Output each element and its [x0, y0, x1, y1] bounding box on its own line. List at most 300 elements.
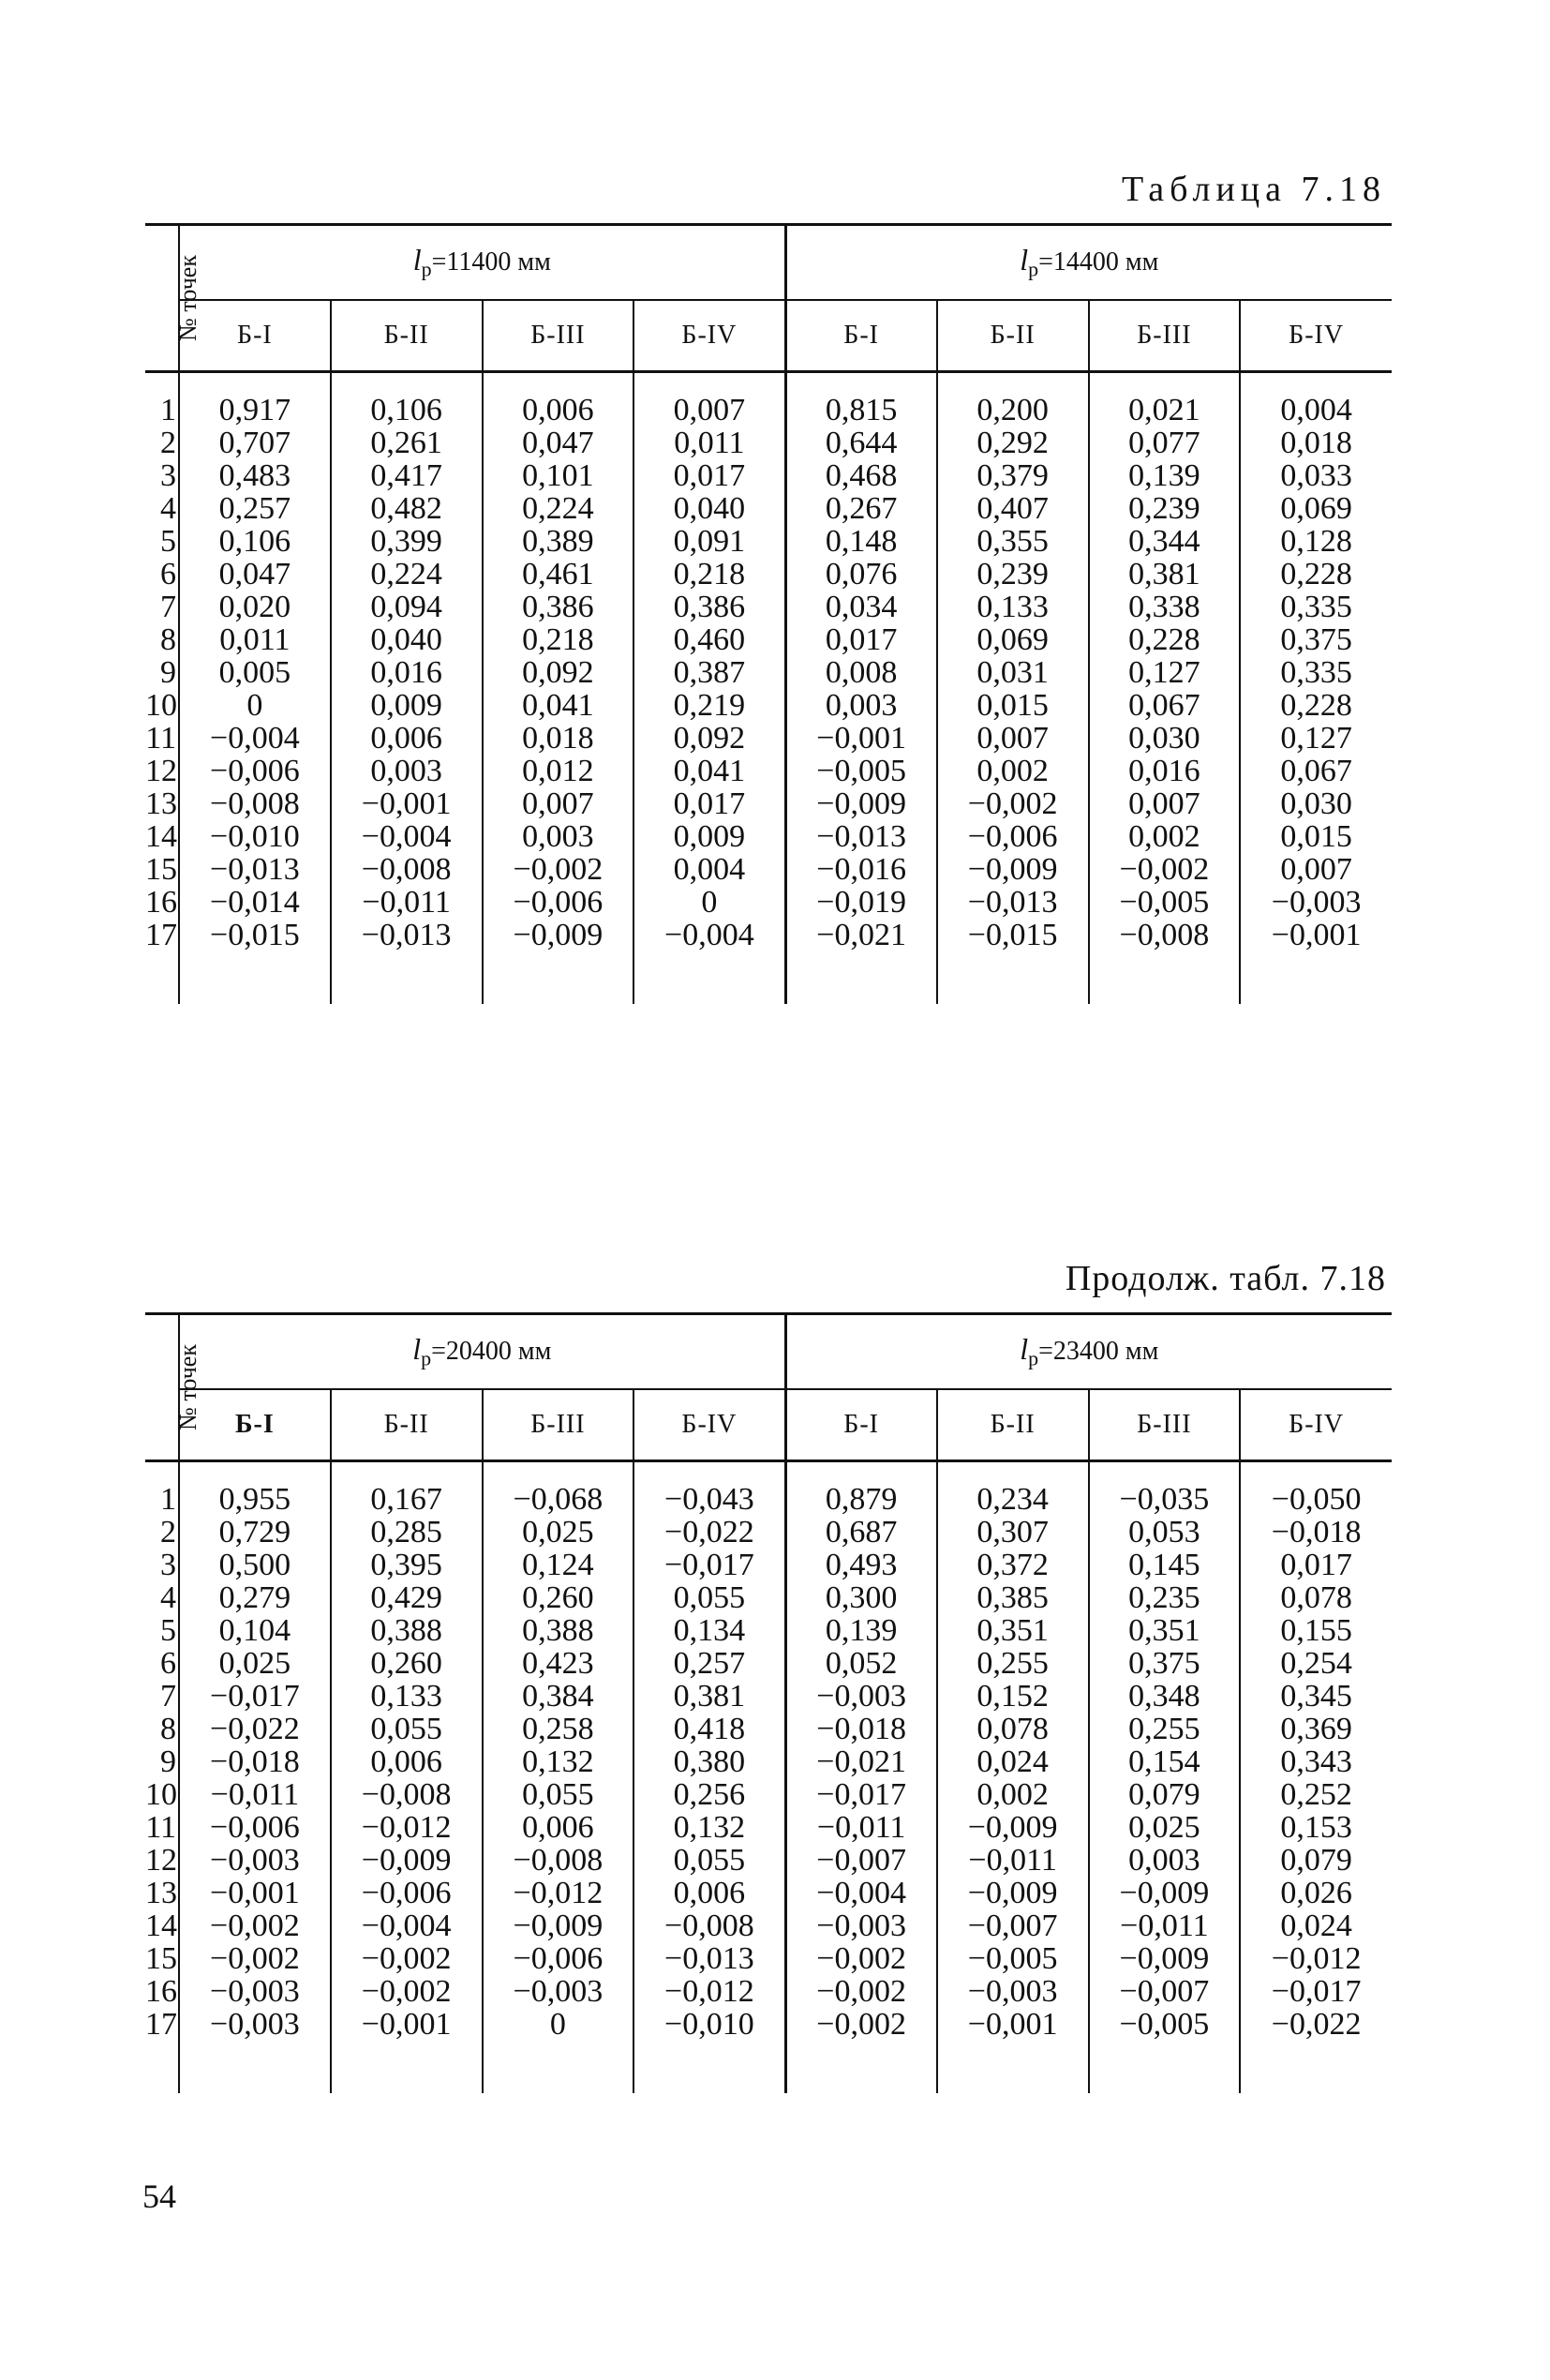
table-cell: −0,009 — [785, 787, 937, 820]
table-cell: 0,021 — [1089, 394, 1241, 427]
table-cell: −0,007 — [1089, 1975, 1241, 2008]
table-cell: 0,106 — [179, 525, 331, 558]
table-cell: −0,015 — [179, 919, 331, 951]
column-header: Б-III — [483, 1389, 634, 1461]
table-cell: 0,235 — [1089, 1581, 1241, 1614]
table-cell: −0,007 — [785, 1844, 937, 1877]
table-row — [145, 459, 1392, 492]
table-cell: 0,375 — [1089, 1647, 1241, 1680]
table-cell: 0 — [483, 2008, 634, 2041]
table-body — [145, 1461, 1392, 2094]
table-cell: −0,003 — [179, 1844, 331, 1877]
table-cell: 0,254 — [1240, 1647, 1392, 1680]
table-cell: 0,461 — [483, 558, 634, 591]
table-cell: 0,024 — [1240, 1909, 1392, 1942]
table-row — [145, 492, 1392, 525]
row-number: 17 — [145, 2007, 177, 2042]
table-cell: 0,094 — [331, 591, 483, 623]
row-number: 16 — [145, 1974, 177, 2009]
table-cell: 0,101 — [483, 459, 634, 492]
table-cell: 0,127 — [1240, 722, 1392, 755]
row-number: 13 — [145, 1876, 177, 1910]
table-cell: −0,004 — [633, 919, 785, 951]
table-cell: 0,257 — [179, 492, 331, 525]
table-cell: −0,003 — [179, 1975, 331, 2008]
table-cell: 0,034 — [785, 591, 937, 623]
table-cell: 0,002 — [937, 1778, 1089, 1811]
table-cell: 0,052 — [785, 1647, 937, 1680]
table-cell: 0,016 — [1089, 755, 1241, 787]
table-cell: −0,011 — [179, 1778, 331, 1811]
table-row — [145, 1516, 1392, 1549]
table-cell: −0,001 — [179, 1877, 331, 1909]
table-cell: 0,040 — [633, 492, 785, 525]
group-header: $l_р=23400$ мм — [785, 1314, 1392, 1390]
table-cell: 0,008 — [785, 656, 937, 689]
table-cell: −0,013 — [785, 820, 937, 853]
table-cell: −0,012 — [633, 1975, 785, 2008]
table-cell: 0,154 — [1089, 1745, 1241, 1778]
table-cell: 0,006 — [483, 1811, 634, 1844]
table-cell: 0,128 — [1240, 525, 1392, 558]
table-cell: 0,003 — [483, 820, 634, 853]
table-cell: 0,133 — [937, 591, 1089, 623]
table-cell: 0,261 — [331, 427, 483, 459]
table-cell: 0,388 — [331, 1614, 483, 1647]
table-cell: 0,017 — [785, 623, 937, 656]
table-cell: 0,343 — [1240, 1745, 1392, 1778]
column-header: Б-IV — [633, 1389, 785, 1461]
table-row — [145, 2008, 1392, 2041]
table-cell: 0,257 — [633, 1647, 785, 1680]
row-number: 1 — [160, 1482, 176, 1517]
table-cell: 0,020 — [179, 591, 331, 623]
table-cell: −0,017 — [179, 1680, 331, 1713]
table-cell: 0,917 — [179, 394, 331, 427]
table-row — [145, 722, 1392, 755]
table-cell: −0,010 — [179, 820, 331, 853]
row-number: 16 — [145, 885, 177, 920]
table-cell: −0,008 — [633, 1909, 785, 1942]
table-cell: 0,067 — [1089, 689, 1241, 722]
table-row — [145, 1549, 1392, 1581]
row-number: 8 — [160, 622, 176, 657]
table-cell: 0,033 — [1240, 459, 1392, 492]
table-cell: 0,079 — [1089, 1778, 1241, 1811]
table-cell: 0,030 — [1089, 722, 1241, 755]
table-cell: 0,483 — [179, 459, 331, 492]
table-cell: 0,018 — [1240, 427, 1392, 459]
row-number: 12 — [145, 1843, 177, 1878]
table-cell: 0,348 — [1089, 1680, 1241, 1713]
table-cell: 0,030 — [1240, 787, 1392, 820]
data-table — [145, 1312, 1392, 2093]
table-cell: 0,017 — [633, 787, 785, 820]
table-cell: 0,152 — [937, 1680, 1089, 1713]
table-cell: 0,139 — [1089, 459, 1241, 492]
table-cell: 0,041 — [483, 689, 634, 722]
table-cell: 0,005 — [179, 656, 331, 689]
table-cell: 0,015 — [937, 689, 1089, 722]
table-cell: 0,387 — [633, 656, 785, 689]
table-cell: 0,025 — [179, 1647, 331, 1680]
table-cell: 0,255 — [937, 1647, 1089, 1680]
table-row — [145, 1680, 1392, 1713]
table-cell: 0,016 — [331, 656, 483, 689]
table-cell: 0,285 — [331, 1516, 483, 1549]
table-cell: 0,004 — [1240, 394, 1392, 427]
table-row — [145, 1975, 1392, 2008]
table-cell: −0,022 — [1240, 2008, 1392, 2041]
row-number: 11 — [145, 1810, 176, 1845]
table-cell: 0,338 — [1089, 591, 1241, 623]
table-cell: 0 — [633, 886, 785, 919]
row-number: 7 — [160, 1679, 176, 1714]
row-number: 14 — [145, 1908, 177, 1943]
table-cell: 0,078 — [937, 1713, 1089, 1745]
table-cell: 0,389 — [483, 525, 634, 558]
table-cell: −0,004 — [331, 1909, 483, 1942]
table-cell: −0,009 — [937, 1811, 1089, 1844]
table-cell: 0,069 — [1240, 492, 1392, 525]
table-cell: 0,200 — [937, 394, 1089, 427]
table-cell: −0,012 — [331, 1811, 483, 1844]
table-cell: 0,224 — [331, 558, 483, 591]
table-cell: 0,381 — [1089, 558, 1241, 591]
table-cell: 0,041 — [633, 755, 785, 787]
table-cell: 0,006 — [331, 722, 483, 755]
column-header: Б-II — [937, 1389, 1089, 1461]
table-cell: −0,006 — [179, 1811, 331, 1844]
table-cell: 0,003 — [331, 755, 483, 787]
table-cell: 0,260 — [331, 1647, 483, 1680]
table-cell: 0,055 — [331, 1713, 483, 1745]
table-cell: −0,002 — [179, 1942, 331, 1975]
table-cell: 0,300 — [785, 1581, 937, 1614]
table-cell: 0,025 — [1089, 1811, 1241, 1844]
table-row — [145, 919, 1392, 951]
column-header: Б-IV — [1240, 1389, 1392, 1461]
table-cell: −0,005 — [1089, 2008, 1241, 2041]
row-number: 5 — [160, 524, 176, 559]
table-cell: −0,008 — [179, 787, 331, 820]
row-number-header: № точек — [145, 1314, 179, 1461]
table-cell: 0,002 — [1089, 820, 1241, 853]
row-number: 15 — [145, 1941, 177, 1976]
table-row — [145, 820, 1392, 853]
table-cell: 0,224 — [483, 492, 634, 525]
table-cell: −0,022 — [633, 1516, 785, 1549]
table-cell: 0,493 — [785, 1549, 937, 1581]
table-cell: 0,256 — [633, 1778, 785, 1811]
table-row — [145, 591, 1392, 623]
table-cell: −0,002 — [937, 787, 1089, 820]
table-cell: 0,134 — [633, 1614, 785, 1647]
table-row — [145, 656, 1392, 689]
table-cell: 0,429 — [331, 1581, 483, 1614]
table-row — [145, 1942, 1392, 1975]
table-cell: 0,260 — [483, 1581, 634, 1614]
table-cell: 0,011 — [633, 427, 785, 459]
table-cell: 0,239 — [937, 558, 1089, 591]
table-cell: 0,258 — [483, 1713, 634, 1745]
table-cell: −0,002 — [179, 1909, 331, 1942]
table-cell: 0,047 — [483, 427, 634, 459]
column-header: Б-I — [785, 300, 937, 372]
table-cell: −0,006 — [179, 755, 331, 787]
table-cell: −0,013 — [179, 853, 331, 886]
row-number: 8 — [160, 1712, 176, 1746]
row-number: 12 — [145, 754, 177, 788]
table-row — [145, 853, 1392, 886]
table-cell: −0,002 — [331, 1942, 483, 1975]
table-cell: 0,381 — [633, 1680, 785, 1713]
table-cell: 0,018 — [483, 722, 634, 755]
table-cell: 0,417 — [331, 459, 483, 492]
table-cell: 0,239 — [1089, 492, 1241, 525]
table-cell: 0,460 — [633, 623, 785, 656]
table-row — [145, 1745, 1392, 1778]
table-cell: −0,017 — [633, 1549, 785, 1581]
table-cell: 0,007 — [483, 787, 634, 820]
table-cell: 0,369 — [1240, 1713, 1392, 1745]
table-cell: 0,687 — [785, 1516, 937, 1549]
table-cell: 0,345 — [1240, 1680, 1392, 1713]
table-cell: 0,418 — [633, 1713, 785, 1745]
table-cell: 0,007 — [937, 722, 1089, 755]
table-cell: 0,355 — [937, 525, 1089, 558]
table-row — [145, 525, 1392, 558]
table-cell: 0,009 — [633, 820, 785, 853]
table-cell: 0,132 — [633, 1811, 785, 1844]
table-cell: −0,005 — [937, 1942, 1089, 1975]
group-header: $l_р=11400$ мм — [179, 225, 785, 301]
table-cell: −0,004 — [331, 820, 483, 853]
table-cell: 0,127 — [1089, 656, 1241, 689]
table-row — [145, 558, 1392, 591]
table-cell: 0,024 — [937, 1745, 1089, 1778]
table-cell: 0,017 — [1240, 1549, 1392, 1581]
table-cell: 0,092 — [483, 656, 634, 689]
row-number: 14 — [145, 819, 177, 854]
table-cell: −0,016 — [785, 853, 937, 886]
table-row — [145, 427, 1392, 459]
table-cell: 0,006 — [633, 1877, 785, 1909]
table-cell: 0,218 — [633, 558, 785, 591]
column-header: Б-III — [483, 300, 634, 372]
table-cell: 0,092 — [633, 722, 785, 755]
table-cell: 0,047 — [179, 558, 331, 591]
table-caption: Продолж. табл. 7.18 — [1065, 1259, 1386, 1298]
column-header: Б-II — [331, 1389, 483, 1461]
table-row — [145, 1647, 1392, 1680]
table-cell: 0,106 — [331, 394, 483, 427]
table-cell: 0,335 — [1240, 656, 1392, 689]
table-cell: 0,375 — [1240, 623, 1392, 656]
table-row — [145, 1483, 1392, 1516]
table-cell: 0,234 — [937, 1483, 1089, 1516]
table-cell: −0,021 — [785, 919, 937, 951]
table-cell: −0,001 — [937, 2008, 1089, 2041]
row-number: 9 — [160, 1744, 176, 1779]
table-cell: −0,013 — [937, 886, 1089, 919]
column-header: Б-I — [179, 1389, 331, 1461]
table-cell: 0,006 — [483, 394, 634, 427]
table-cell: 0,279 — [179, 1581, 331, 1614]
column-header: Б-II — [331, 300, 483, 372]
table-cell: −0,003 — [179, 2008, 331, 2041]
table-cell: 0,003 — [1089, 1844, 1241, 1877]
table-cell: 0,386 — [633, 591, 785, 623]
table-row — [145, 1844, 1392, 1877]
table-cell: −0,005 — [1089, 886, 1241, 919]
table-body — [145, 372, 1392, 1005]
table-cell: 0,879 — [785, 1483, 937, 1516]
table-cell: 0,167 — [331, 1483, 483, 1516]
table-cell: 0,017 — [633, 459, 785, 492]
row-number: 4 — [160, 491, 176, 526]
table-cell: −0,009 — [483, 1909, 634, 1942]
table-cell: 0,040 — [331, 623, 483, 656]
table-cell: 0,482 — [331, 492, 483, 525]
row-number: 3 — [160, 1548, 176, 1582]
table-cell: 0,407 — [937, 492, 1089, 525]
table-cell: −0,015 — [937, 919, 1089, 951]
row-number: 10 — [145, 1777, 177, 1812]
table-cell: 0,067 — [1240, 755, 1392, 787]
row-number: 2 — [160, 1515, 176, 1549]
table-cell: −0,006 — [483, 1942, 634, 1975]
table-cell: 0,335 — [1240, 591, 1392, 623]
table-cell: −0,002 — [785, 1975, 937, 2008]
table-cell: −0,018 — [785, 1713, 937, 1745]
table-cell: −0,008 — [1089, 919, 1241, 951]
table-cell: −0,013 — [633, 1942, 785, 1975]
column-header: Б-III — [1089, 1389, 1241, 1461]
table-cell: 0,009 — [331, 689, 483, 722]
table-cell: −0,001 — [785, 722, 937, 755]
table-cell: −0,011 — [331, 886, 483, 919]
table-cell: 0,053 — [1089, 1516, 1241, 1549]
group-header: $l_р=14400$ мм — [785, 225, 1392, 301]
table-row — [145, 394, 1392, 427]
table-cell: 0,007 — [633, 394, 785, 427]
table-cell: −0,035 — [1089, 1483, 1241, 1516]
table-cell: 0,379 — [937, 459, 1089, 492]
table-cell: 0,004 — [633, 853, 785, 886]
table-row — [145, 1713, 1392, 1745]
table-cell: 0,104 — [179, 1614, 331, 1647]
table-cell: 0,351 — [1089, 1614, 1241, 1647]
table-cell: 0,386 — [483, 591, 634, 623]
row-number: 10 — [145, 688, 177, 723]
table-cell: 0,077 — [1089, 427, 1241, 459]
table-cell: 0,015 — [1240, 820, 1392, 853]
table-cell: −0,002 — [785, 1942, 937, 1975]
table-row — [145, 1877, 1392, 1909]
table-cell: −0,050 — [1240, 1483, 1392, 1516]
table-cell: −0,010 — [633, 2008, 785, 2041]
table-row — [145, 1909, 1392, 1942]
row-number: 15 — [145, 852, 177, 887]
table-cell: 0,351 — [937, 1614, 1089, 1647]
table-cell: 0,079 — [1240, 1844, 1392, 1877]
table-cell: −0,006 — [483, 886, 634, 919]
table-cell: 0,228 — [1240, 558, 1392, 591]
table-cell: −0,007 — [937, 1909, 1089, 1942]
table-cell: −0,009 — [331, 1844, 483, 1877]
table-cell: 0,423 — [483, 1647, 634, 1680]
table-row — [145, 1581, 1392, 1614]
table-caption: Таблица 7.18 — [1121, 170, 1386, 209]
table-cell: 0,055 — [483, 1778, 634, 1811]
table-cell: 0,395 — [331, 1549, 483, 1581]
table-cell: −0,004 — [179, 722, 331, 755]
table-cell: 0,385 — [937, 1581, 1089, 1614]
table-cell: −0,003 — [785, 1680, 937, 1713]
table-cell: 0,219 — [633, 689, 785, 722]
table-cell: 0,388 — [483, 1614, 634, 1647]
table-cell: −0,009 — [1089, 1877, 1241, 1909]
table-cell: −0,008 — [331, 1778, 483, 1811]
table-cell: 0,380 — [633, 1745, 785, 1778]
table-cell: 0,124 — [483, 1549, 634, 1581]
table-cell: −0,009 — [937, 1877, 1089, 1909]
table-cell: −0,009 — [937, 853, 1089, 886]
table-cell: −0,018 — [179, 1745, 331, 1778]
table-row — [145, 1778, 1392, 1811]
row-number: 5 — [160, 1613, 176, 1648]
table-cell: 0,307 — [937, 1516, 1089, 1549]
table-row — [145, 787, 1392, 820]
table-cell: −0,021 — [785, 1745, 937, 1778]
table-cell: 0,145 — [1089, 1549, 1241, 1581]
table-cell: −0,001 — [331, 787, 483, 820]
table-row — [145, 1614, 1392, 1647]
table-cell: 0,076 — [785, 558, 937, 591]
column-header: Б-III — [1089, 300, 1241, 372]
table-cell: 0,133 — [331, 1680, 483, 1713]
table-cell: −0,002 — [1089, 853, 1241, 886]
table-cell: −0,011 — [937, 1844, 1089, 1877]
table-cell: −0,001 — [331, 2008, 483, 2041]
table-cell: 0,372 — [937, 1549, 1089, 1581]
table-cell: 0,292 — [937, 427, 1089, 459]
table-cell: 0,384 — [483, 1680, 634, 1713]
table-cell: −0,014 — [179, 886, 331, 919]
table-cell: 0,228 — [1089, 623, 1241, 656]
table-cell: 0,955 — [179, 1483, 331, 1516]
table-cell: −0,013 — [331, 919, 483, 951]
row-number: 9 — [160, 655, 176, 690]
row-number-header: № точек — [145, 225, 179, 372]
table-cell: 0,003 — [785, 689, 937, 722]
table-row — [145, 623, 1392, 656]
column-header: Б-II — [937, 300, 1089, 372]
table-cell: −0,012 — [1240, 1942, 1392, 1975]
table-cell: −0,012 — [483, 1877, 634, 1909]
table-cell: −0,017 — [1240, 1975, 1392, 2008]
table-cell: 0,155 — [1240, 1614, 1392, 1647]
table-cell: 0,078 — [1240, 1581, 1392, 1614]
table-cell: 0,139 — [785, 1614, 937, 1647]
table-cell: 0,031 — [937, 656, 1089, 689]
table-row — [145, 689, 1392, 722]
table-cell: −0,002 — [331, 1975, 483, 2008]
table-cell: −0,017 — [785, 1778, 937, 1811]
row-number: 1 — [160, 393, 176, 427]
table-cell: −0,003 — [1240, 886, 1392, 919]
